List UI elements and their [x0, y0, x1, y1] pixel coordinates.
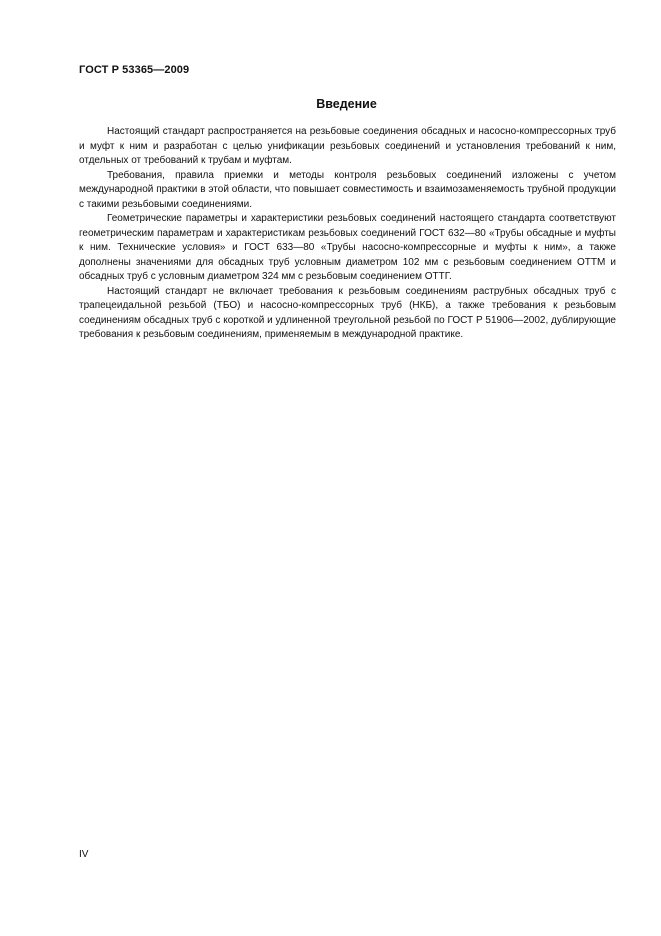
paragraph-3: Геометрические параметры и характеристики резьбовых соединений настоящего стандарта соответствуют геометрическим параметрам и характеристикам резьбовых соединений ГОСТ 632—80 «Трубы обсадные и муфты к ним. Технические условия» и ГОСТ 633—80 «Трубы насосно-компрессорные и муфты к ним», а также дополнены значениями для обсадных труб условным диаметром 102 мм с резьбовым соединением ОТТМ и обсадных труб с условным диаметром 324 мм с резьбовым соединением ОТТГ.	[79, 213, 616, 282]
body-text	[79, 125, 616, 343]
standard-code-header: ГОСТ Р 53365—2009	[79, 64, 190, 76]
paragraph-4: Настоящий стандарт не включает требования к резьбовым соединениям раструбных обсадных труб с трапецеидальной резьбой (ТБО) и насосно-компрессорных труб (НКБ), а также требования к резьбовым соединениям обсадных труб с короткой и удлиненной треугольной резьбой по ГОСТ Р 51906—2002, дублирующие требования к резьбовым соединениям, применяемым в международной практике.	[79, 285, 616, 340]
paragraph-2: Требования, правила приемки и методы контроля резьбовых соединений изложены с учетом международной практики в этой области, что повышает совместимость и взаимозаменяемость трубной продукции с такими резьбовыми соединениями.	[79, 169, 616, 210]
paragraph-1: Настоящий стандарт распространяется на резьбовые соединения обсадных и насосно-компрессорных труб и муфт к ним и разработан с целью унификации резьбовых соединений и установления требований к ним, отдельных от требований к трубам и муфтам.	[79, 126, 616, 166]
section-title: Введение	[316, 97, 377, 111]
page-number: IV	[79, 849, 89, 860]
